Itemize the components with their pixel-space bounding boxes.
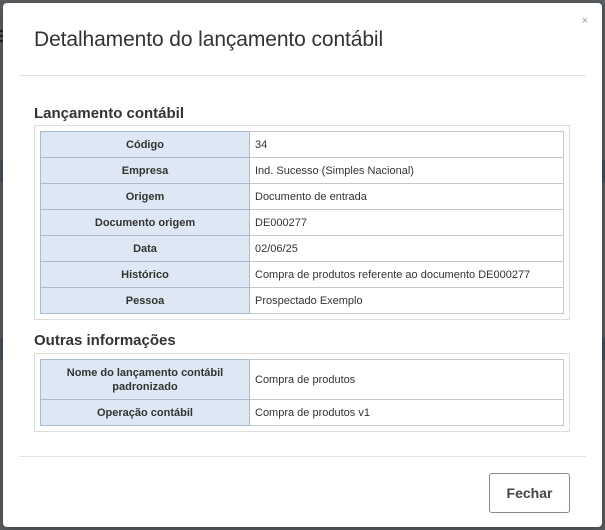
row-value: DE000277 — [250, 210, 564, 236]
row-label: Documento origem — [41, 210, 250, 236]
row-label: Data — [41, 236, 250, 262]
table-row — [41, 158, 564, 184]
table-row — [41, 360, 564, 400]
row-label: Operação contábil — [41, 400, 250, 426]
row-value: Compra de produtos — [250, 360, 564, 400]
row-label: Pessoa — [41, 288, 250, 314]
row-label: Código — [41, 132, 250, 158]
table-row — [41, 210, 564, 236]
table-row — [41, 132, 564, 158]
close-icon[interactable]: × — [581, 15, 588, 27]
row-value: Documento de entrada — [250, 184, 564, 210]
modal-title: Detalhamento do lançamento contábil — [34, 28, 384, 51]
lancamento-table — [40, 131, 564, 314]
row-value: 02/06/25 — [250, 236, 564, 262]
table-row — [41, 236, 564, 262]
row-value: Compra de produtos referente ao documento DE000277 — [250, 262, 564, 288]
modal-header — [19, 3, 586, 76]
row-label: Empresa — [41, 158, 250, 184]
fechar-button[interactable]: Fechar — [489, 473, 570, 513]
table-row — [41, 262, 564, 288]
row-label: Nome do lançamento contábil padronizado — [41, 360, 250, 400]
row-value: Prospectado Exemplo — [250, 288, 564, 314]
row-value: Ind. Sucesso (Simples Nacional) — [250, 158, 564, 184]
table-row — [41, 400, 564, 426]
lancamento-panel — [34, 125, 570, 320]
row-label: Origem — [41, 184, 250, 210]
row-value: 34 — [250, 132, 564, 158]
row-value: Compra de produtos v1 — [250, 400, 564, 426]
detail-modal — [3, 3, 602, 527]
section-title-lancamento: Lançamento contábil — [34, 105, 185, 122]
outras-table — [40, 359, 564, 426]
table-row — [41, 288, 564, 314]
row-label: Histórico — [41, 262, 250, 288]
outras-panel — [34, 353, 570, 432]
section-title-outras: Outras informações — [34, 332, 176, 349]
modal-footer — [19, 456, 586, 527]
table-row — [41, 184, 564, 210]
